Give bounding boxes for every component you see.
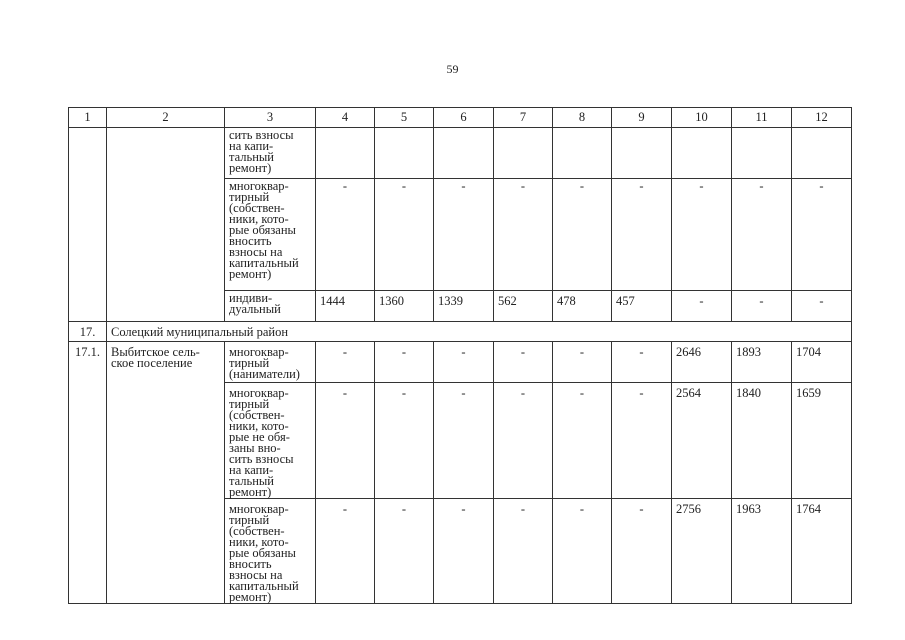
value-cell: - xyxy=(434,499,494,604)
tariff-table xyxy=(68,107,852,604)
value-cell: - xyxy=(316,342,375,383)
value-cell: - xyxy=(672,179,732,291)
value-cell xyxy=(612,128,672,179)
value-cell xyxy=(553,128,612,179)
value-cell: - xyxy=(434,342,494,383)
header-cell: 3 xyxy=(225,108,316,128)
value-cell xyxy=(672,128,732,179)
header-cell: 8 xyxy=(553,108,612,128)
value-cell: 1444 xyxy=(316,291,375,322)
header-cell: 9 xyxy=(612,108,672,128)
region-row xyxy=(69,322,852,342)
value-cell: 2646 xyxy=(672,342,732,383)
housing-type-cell: индиви- дуальный xyxy=(225,291,316,322)
value-cell: - xyxy=(494,179,553,291)
header-cell: 4 xyxy=(316,108,375,128)
value-cell: - xyxy=(316,179,375,291)
row-number-cell: 17.1. xyxy=(69,342,107,604)
row-number-cell xyxy=(69,128,107,322)
value-cell: 1659 xyxy=(792,383,852,499)
value-cell: 1704 xyxy=(792,342,852,383)
settlement-cell xyxy=(107,128,225,322)
header-cell: 11 xyxy=(732,108,792,128)
header-cell: 10 xyxy=(672,108,732,128)
housing-type-cell: сить взносы на капи- тальный ремонт) xyxy=(225,128,316,179)
header-cell: 5 xyxy=(375,108,434,128)
value-cell: 1963 xyxy=(732,499,792,604)
value-cell: - xyxy=(732,291,792,322)
value-cell xyxy=(792,128,852,179)
value-cell: - xyxy=(494,342,553,383)
housing-type-cell: многоквар- тирный (собствен- ники, кото- рые не обя- заны вно- сить взносы на капи- тальный ремонт) xyxy=(225,383,316,499)
value-cell: 1893 xyxy=(732,342,792,383)
value-cell xyxy=(316,128,375,179)
value-cell xyxy=(434,128,494,179)
value-cell xyxy=(732,128,792,179)
value-cell: - xyxy=(672,291,732,322)
value-cell: - xyxy=(612,499,672,604)
value-cell: 562 xyxy=(494,291,553,322)
value-cell: 1764 xyxy=(792,499,852,604)
region-number: 17. xyxy=(69,322,107,342)
value-cell: 1840 xyxy=(732,383,792,499)
value-cell: 478 xyxy=(553,291,612,322)
table-row xyxy=(69,128,852,179)
value-cell: - xyxy=(612,383,672,499)
value-cell: 2756 xyxy=(672,499,732,604)
value-cell: 1360 xyxy=(375,291,434,322)
header-cell: 7 xyxy=(494,108,553,128)
value-cell: - xyxy=(553,342,612,383)
value-cell: - xyxy=(375,499,434,604)
value-cell: 1339 xyxy=(434,291,494,322)
page-number: 59 xyxy=(446,62,459,76)
value-cell: - xyxy=(434,383,494,499)
value-cell xyxy=(375,128,434,179)
header-cell: 6 xyxy=(434,108,494,128)
value-cell: - xyxy=(316,383,375,499)
settlement-cell: Выбитское сель- ское поселение xyxy=(107,342,225,604)
housing-type-cell: многоквар- тирный (собствен- ники, кото- рые обязаны вносить взносы на капитальный ремонт) xyxy=(225,179,316,291)
value-cell: - xyxy=(612,342,672,383)
value-cell: - xyxy=(612,179,672,291)
value-cell: - xyxy=(494,383,553,499)
value-cell xyxy=(494,128,553,179)
header-cell: 2 xyxy=(107,108,225,128)
value-cell: 457 xyxy=(612,291,672,322)
region-name: Солецкий муниципальный район xyxy=(107,322,852,342)
header-cell: 12 xyxy=(792,108,852,128)
value-cell: - xyxy=(494,499,553,604)
value-cell: - xyxy=(553,179,612,291)
value-cell: 2564 xyxy=(672,383,732,499)
value-cell: - xyxy=(732,179,792,291)
value-cell: - xyxy=(316,499,375,604)
value-cell: - xyxy=(792,291,852,322)
table-row xyxy=(69,342,852,383)
value-cell: - xyxy=(375,179,434,291)
value-cell: - xyxy=(553,499,612,604)
header-cell: 1 xyxy=(69,108,107,128)
housing-type-cell: многоквар- тирный (собствен- ники, кото- рые обязаны вносить взносы на капитальный ремонт) xyxy=(225,499,316,604)
value-cell: - xyxy=(792,179,852,291)
header-row xyxy=(69,108,852,128)
value-cell: - xyxy=(434,179,494,291)
value-cell: - xyxy=(375,383,434,499)
housing-type-cell: многоквар- тирный (наниматели) xyxy=(225,342,316,383)
value-cell: - xyxy=(553,383,612,499)
value-cell: - xyxy=(375,342,434,383)
